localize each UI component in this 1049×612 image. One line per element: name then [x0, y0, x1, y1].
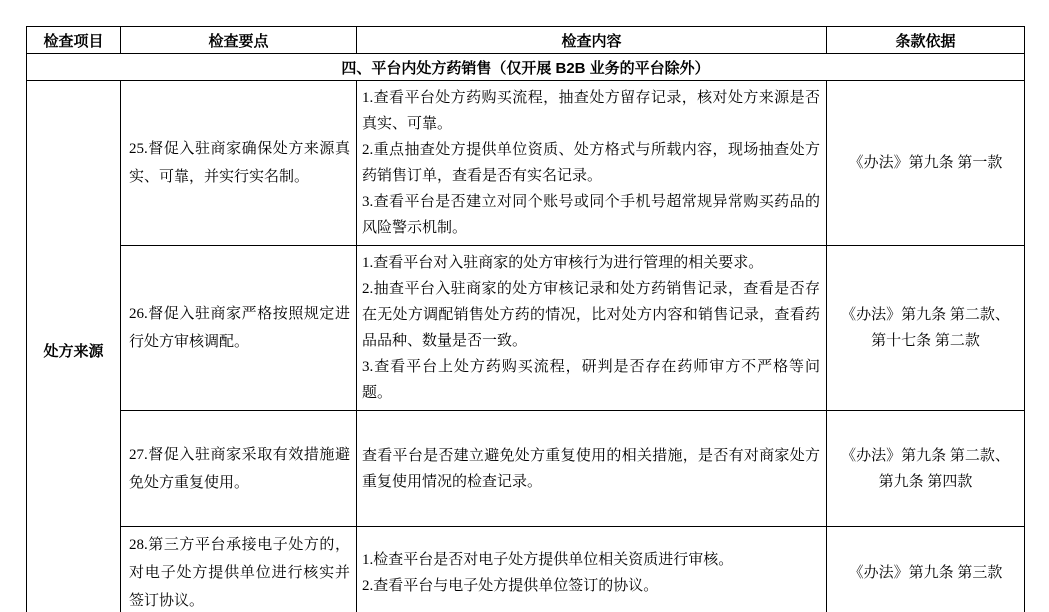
key-point-cell: 28.第三方平台承接电子处方的，对电子处方提供单位进行核实并签订协议。 [121, 527, 357, 612]
basis-line: 《办法》第九条 第一款 [848, 155, 1003, 171]
inspection-table [26, 26, 1025, 612]
key-point-cell: 26.督促入驻商家严格按照规定进行处方审核调配。 [121, 246, 357, 411]
key-point-cell: 25.督促入驻商家确保处方来源真实、可靠，并实行实名制。 [121, 81, 357, 246]
column-header-clause-basis: 条款依据 [827, 27, 1025, 54]
content-line: 2.抽查平台入驻商家的处方审核记录和处方药销售记录，查看是否存在无处方调配销售处方药的情况，比对处方内容和销售记录，查看药品品种、数量是否一致。 [362, 281, 820, 349]
basis-line: 《办法》第九条 第二款、 [841, 307, 1010, 323]
content-cell [357, 411, 827, 527]
basis-line: 《办法》第九条 第三款 [848, 565, 1003, 581]
content-line: 2.查看平台与电子处方提供单位签订的协议。 [362, 578, 659, 594]
basis-cell [827, 246, 1025, 411]
basis-cell [827, 527, 1025, 612]
column-header-inspection-content: 检查内容 [357, 27, 827, 54]
basis-line: 《办法》第九条 第二款、 [841, 447, 1010, 464]
basis-cell [827, 411, 1025, 527]
section-title: 四、平台内处方药销售（仅开展 B2B 业务的平台除外） [27, 54, 1025, 81]
basis-line: 第十七条 第二款 [871, 333, 980, 349]
table-row [27, 411, 1025, 527]
content-line: 3.查看平台是否建立对同个账号或同个手机号超常规异常购买药品的风险警示机制。 [362, 194, 820, 236]
basis-line: 第九条 第四款 [878, 473, 973, 490]
table-row [27, 81, 1025, 246]
content-line: 1.查看平台对入驻商家的处方审核行为进行管理的相关要求。 [362, 255, 764, 271]
content-cell [357, 246, 827, 411]
column-header-key-points: 检查要点 [121, 27, 357, 54]
table-header-row [27, 27, 1025, 54]
content-line: 1.查看平台处方药购买流程，抽查处方留存记录，核对处方来源是否真实、可靠。 [362, 90, 820, 132]
content-line: 2.重点抽查处方提供单位资质、处方格式与所载内容，现场抽查处方药销售订单，查看是否有实名记录。 [362, 142, 820, 184]
content-cell [357, 81, 827, 246]
table-row [27, 246, 1025, 411]
basis-cell [827, 81, 1025, 246]
section-title-row [27, 54, 1025, 81]
inspection-item-label: 处方来源 [27, 81, 121, 612]
column-header-inspection-item: 检查项目 [27, 27, 121, 54]
content-cell [357, 527, 827, 612]
content-line: 3.查看平台上处方药购买流程，研判是否存在药师审方不严格等问题。 [362, 359, 820, 401]
content-line: 查看平台是否建立避免处方重复使用的相关措施，是否有对商家处方重复使用情况的检查记录。 [362, 447, 820, 490]
content-line: 1.检查平台是否对电子处方提供单位相关资质进行审核。 [362, 552, 734, 568]
key-point-cell: 27.督促入驻商家采取有效措施避免处方重复使用。 [121, 411, 357, 527]
table-row [27, 527, 1025, 612]
